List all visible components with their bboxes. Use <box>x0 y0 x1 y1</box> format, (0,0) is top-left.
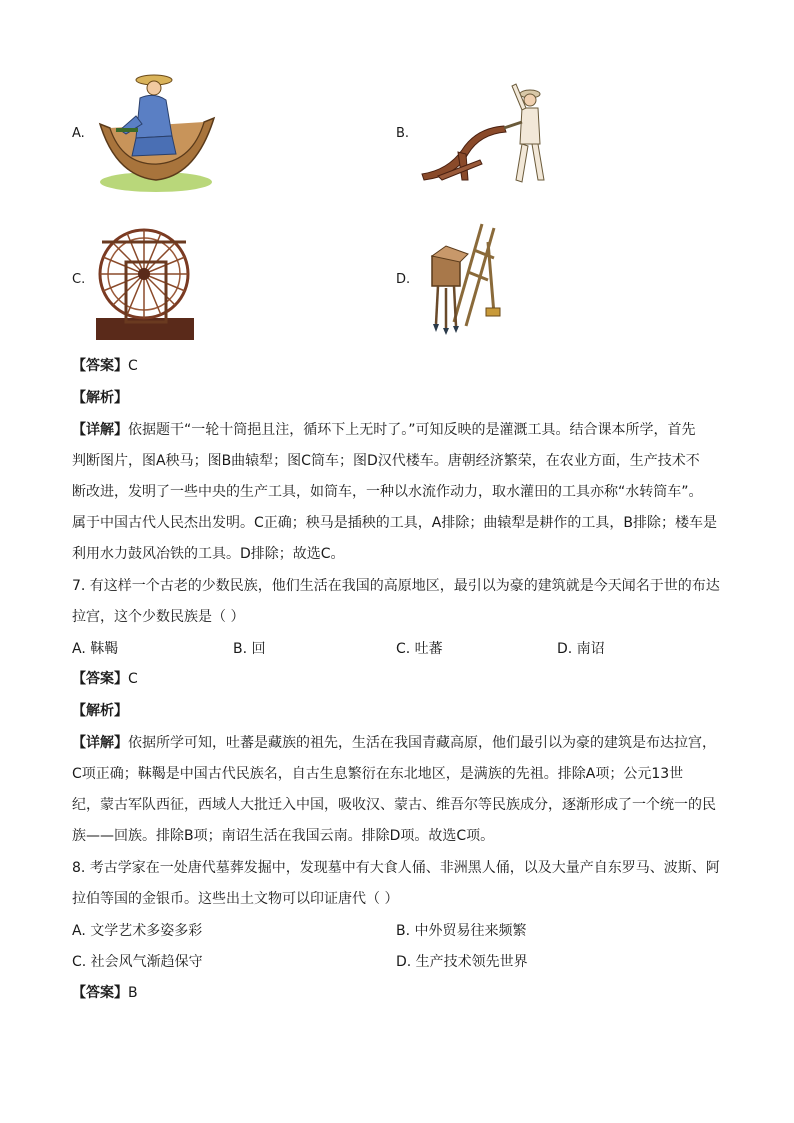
plough-figure-icon <box>418 80 550 190</box>
q6-detail-line-1 <box>72 420 696 440</box>
seed-drill-icon <box>424 222 504 336</box>
q7-option-d: D. 南诏 <box>557 641 605 657</box>
q7-option-c: C. 吐蕃 <box>396 641 443 657</box>
q7-option-a: A. 靺鞨 <box>72 641 119 657</box>
q6-answer-tag: 【答案】 <box>72 358 128 374</box>
q6-detail-line-5: 利用水力鼓风冶铁的工具。D排除；故选C。 <box>72 546 345 562</box>
q7-stem-line-1: 7. 有这样一个古老的少数民族，他们生活在我国的高原地区，最引以为豪的建筑就是今天闻名于世的布达 <box>72 578 720 594</box>
q7-detail-line-1 <box>72 733 716 753</box>
q7-answer-value: C <box>128 671 138 687</box>
option-a-label: A. <box>72 126 85 141</box>
q8-answer <box>72 983 138 1003</box>
q7-detail-text-1: 依据所学可知，吐蕃是藏族的祖先，生活在我国青藏高原，他们最引以为豪的建筑是布达拉宫， <box>128 735 716 751</box>
q8-answer-tag: 【答案】 <box>72 985 128 1001</box>
q6-detail-tag: 【详解】 <box>72 422 128 438</box>
q8-stem-line-1: 8. 考古学家在一处唐代墓葬发掘中，发现墓中有大食人俑、非洲黑人俑，以及大量产自东罗马、波斯、阿 <box>72 860 720 876</box>
q6-detail-line-4: 属于中国古代人民杰出发明。C正确；秧马是插秧的工具，A排除；曲辕犁是耕作的工具，B排除；楼车是 <box>72 515 717 531</box>
q7-detail-line-2: C项正确；靺鞨是中国古代民族名，自古生息繁衍在东北地区，是满族的先祖。排除A项；公元13世 <box>72 766 684 782</box>
q7-answer-tag: 【答案】 <box>72 671 128 687</box>
q6-detail-line-2: 判断图片，图A秧马；图B曲辕犁；图C筒车；图D汉代楼车。唐朝经济繁荣，在农业方面，生产技术不 <box>72 453 700 469</box>
q8-option-c: C. 社会风气渐趋保守 <box>72 954 203 970</box>
q6-detail-line-3: 断改进，发明了一些中央的生产工具，如筒车，一种以水流作动力，取水灌田的工具亦称“水转筒车”。 <box>72 484 703 500</box>
option-c-label: C. <box>72 272 86 287</box>
q8-option-d: D. 生产技术领先世界 <box>396 954 528 970</box>
q7-detail-line-3: 纪，蒙古军队西征，西域人大批迁入中国，吸收汉、蒙古、维吾尔等民族成分，逐渐形成了一个统一的民 <box>72 797 716 813</box>
q7-detail-line-4: 族——回族。排除B项；南诏生活在我国云南。排除D项。故选C项。 <box>72 828 495 844</box>
q7-stem-line-2: 拉宫，这个少数民族是（ ） <box>72 609 245 625</box>
q8-answer-value: B <box>128 985 138 1001</box>
q8-option-b: B. 中外贸易往来频繁 <box>396 923 527 939</box>
boat-figure-icon <box>96 72 218 196</box>
option-d-label: D. <box>396 272 411 287</box>
q7-answer <box>72 669 138 689</box>
q7-analysis-tag: 【解析】 <box>72 703 128 719</box>
q6-detail-text-1: 依据题干“一轮十筒挹且注，循环下上无时了。”可知反映的是灌溉工具。结合课本所学，首先 <box>128 422 696 438</box>
option-b-label: B. <box>396 126 410 141</box>
q7-option-b: B. 回 <box>233 641 266 657</box>
q8-option-a: A. 文学艺术多姿多彩 <box>72 923 203 939</box>
q6-analysis-tag: 【解析】 <box>72 390 128 406</box>
q6-answer <box>72 356 138 376</box>
waterwheel-icon <box>96 222 194 340</box>
q7-detail-tag: 【详解】 <box>72 735 128 751</box>
q8-stem-line-2: 拉伯等国的金银币。这些出土文物可以印证唐代（ ） <box>72 891 399 907</box>
q6-answer-value: C <box>128 358 138 374</box>
